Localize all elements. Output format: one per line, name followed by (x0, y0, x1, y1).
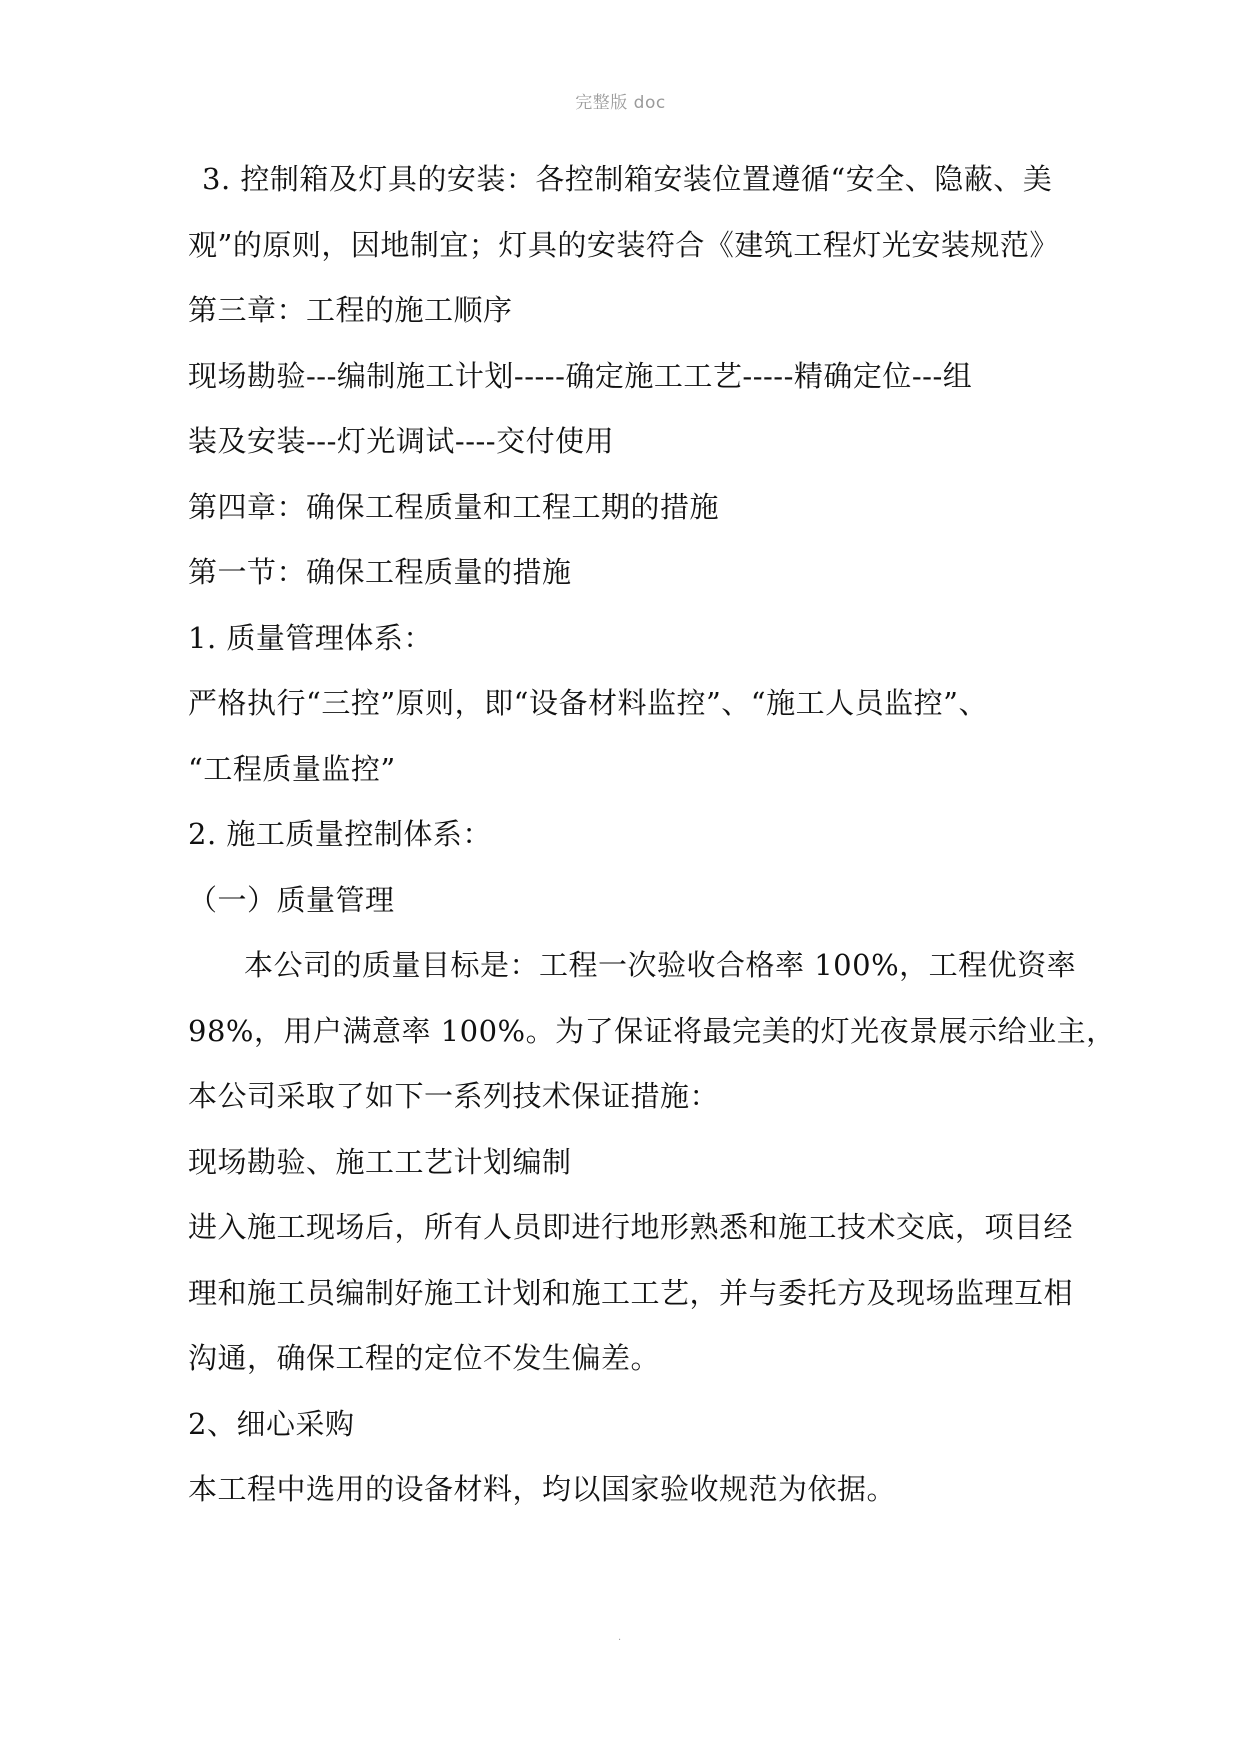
paragraph-line: 观”的原则，因地制宜；灯具的安装符合《建筑工程灯光安装规范》 (188, 227, 1059, 262)
paragraph-line: 进入施工现场后，所有人员即进行地形熟悉和施工技术交底，项目经 (188, 1210, 1074, 1244)
document-body (188, 160, 1116, 1536)
paragraph-line: 沟通，确保工程的定位不发生偏差。 (188, 1341, 661, 1375)
subsection-heading: 2. 施工质量控制体系： (188, 817, 492, 851)
subsection-heading: （一）质量管理 (188, 882, 395, 917)
paragraph-line: 本公司的质量目标是：工程一次验收合格率 100%，工程优资率 (244, 948, 1077, 982)
chapter-heading: 第三章：工程的施工顺序 (188, 293, 513, 327)
paragraph-line: 严格执行“三控”原则，即“设备材料监控”、“施工人员监控”、 (188, 686, 988, 720)
paragraph-line: “工程质量监控” (188, 751, 396, 786)
subsection-heading: 1. 质量管理体系： (188, 620, 433, 655)
paragraph-line: 现场勘验---编制施工计划-----确定施工工艺-----精确定位---组 (188, 358, 973, 393)
paragraph-line: 理和施工员编制好施工计划和施工工艺，并与委托方及现场监理互相 (188, 1275, 1074, 1310)
paragraph-line: 装及安装---灯光调试----交付使用 (188, 424, 615, 458)
paragraph-line: 3. 控制箱及灯具的安装：各控制箱安装位置遵循“安全、隐蔽、美 (202, 162, 1053, 196)
section-heading: 第一节：确保工程质量的措施 (188, 555, 572, 589)
chapter-heading: 第四章：确保工程质量和工程工期的措施 (188, 489, 720, 524)
paragraph-line: 98%，用户满意率 100%。为了保证将最完美的灯光夜景展示给业主， (188, 1013, 1116, 1048)
paragraph-line: 本公司采取了如下一系列技术保证措施： (188, 1079, 720, 1113)
subsection-heading: 2、细心采购 (188, 1406, 355, 1441)
page-footer-mark: . (618, 1632, 622, 1643)
page-header: 完整版 doc (575, 93, 666, 113)
paragraph-line: 本工程中选用的设备材料，均以国家验收规范为依据。 (188, 1472, 897, 1506)
subsection-heading: 现场勘验、施工工艺计划编制 (188, 1144, 572, 1179)
